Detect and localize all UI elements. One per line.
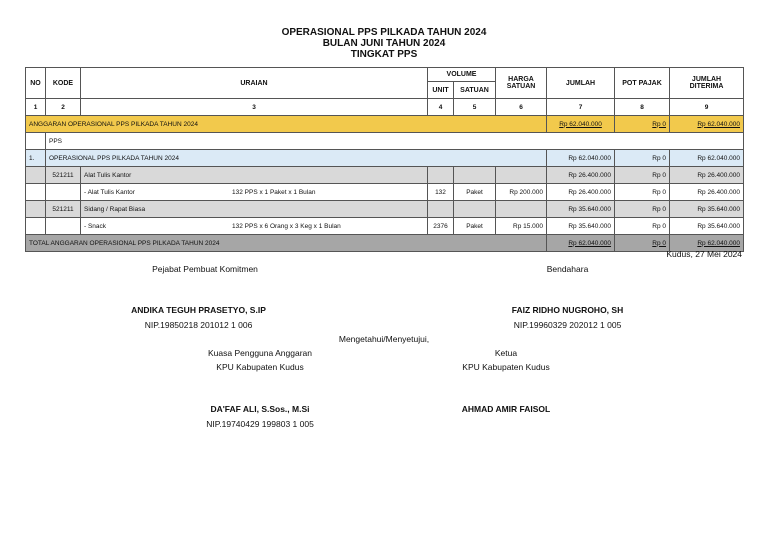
bendahara-title: Bendahara bbox=[546, 264, 589, 274]
atk-item-harga: Rp 200.000 bbox=[496, 184, 547, 201]
anggaran-label: ANGGARAN OPERASIONAL PPS PILKADA TAHUN 2024 bbox=[26, 116, 547, 133]
ppk-title: Pejabat Pembuat Komitmen bbox=[152, 264, 258, 274]
budget-table bbox=[25, 67, 744, 252]
sidang-pot: Rp 0 bbox=[615, 201, 670, 218]
doc-title-line2: BULAN JUNI TAHUN 2024 bbox=[322, 38, 446, 49]
header-row-1 bbox=[26, 68, 744, 82]
operasional-pot: Rp 0 bbox=[615, 150, 670, 167]
sidang-group-row bbox=[26, 201, 744, 218]
col-volume-header: VOLUME bbox=[428, 68, 496, 82]
atk-diterima: Rp 26.400.000 bbox=[670, 167, 744, 184]
doc-title-line3: TINGKAT PPS bbox=[350, 49, 418, 60]
col-no-header: NO bbox=[26, 68, 46, 99]
pps-row bbox=[26, 133, 744, 150]
atk-jumlah: Rp 26.400.000 bbox=[547, 167, 615, 184]
ketua-title-1: Ketua bbox=[494, 348, 518, 358]
atk-item-detail: 132 PPS x 1 Paket x 1 Bulan bbox=[232, 188, 316, 196]
ketua-title-2: KPU Kabupaten Kudus bbox=[462, 362, 550, 372]
col-uraian-header: URAIAN bbox=[81, 68, 428, 99]
atk-item-name: - Alat Tulis Kantor bbox=[84, 188, 135, 196]
total-jumlah: Rp 62.040.000 bbox=[547, 235, 615, 252]
col-number: 4 bbox=[428, 99, 454, 116]
snack-harga: Rp 15.000 bbox=[496, 218, 547, 235]
atk-unit-cell bbox=[428, 167, 454, 184]
snack-item-detail: 132 PPS x 6 Orang x 3 Keg x 1 Bulan bbox=[232, 222, 341, 230]
atk-item-kode-cell bbox=[46, 184, 81, 201]
diterima-label-1: JUMLAH bbox=[691, 76, 722, 83]
sidang-diterima: Rp 35.640.000 bbox=[670, 201, 744, 218]
mengetahui-label: Mengetahui/Menyetujui, bbox=[338, 334, 430, 344]
doc-title-line1: OPERASIONAL PPS PILKADA TAHUN 2024 bbox=[281, 27, 487, 38]
pps-label: PPS bbox=[46, 133, 744, 150]
total-pot: Rp 0 bbox=[615, 235, 670, 252]
atk-no-cell bbox=[26, 167, 46, 184]
ppk-nip: NIP.19850218 201012 1 006 bbox=[144, 320, 253, 330]
harga-label-2: SATUAN bbox=[506, 83, 536, 90]
ketua-name: AHMAD AMIR FAISOL bbox=[461, 404, 551, 414]
anggaran-jumlah: Rp 62.040.000 bbox=[547, 116, 615, 133]
snack-uraian bbox=[81, 218, 428, 235]
harga-label-1: HARGA bbox=[508, 76, 534, 83]
snack-item-name: - Snack bbox=[84, 222, 107, 230]
atk-satuan-cell bbox=[454, 167, 496, 184]
kpa-nip: NIP.19740429 199803 1 005 bbox=[206, 419, 314, 429]
atk-item-satuan: Paket bbox=[454, 184, 496, 201]
kpa-title-1: Kuasa Pengguna Anggaran bbox=[208, 348, 312, 358]
sidang-kode: 521211 bbox=[46, 201, 81, 218]
snack-kode-cell bbox=[46, 218, 81, 235]
atk-item-jumlah: Rp 26.400.000 bbox=[547, 184, 615, 201]
snack-jumlah: Rp 35.640.000 bbox=[547, 218, 615, 235]
pps-no-cell bbox=[26, 133, 46, 150]
atk-item-no-cell bbox=[26, 184, 46, 201]
atk-item-pot: Rp 0 bbox=[615, 184, 670, 201]
col-satuan-header: SATUAN bbox=[454, 82, 496, 99]
atk-group-row bbox=[26, 167, 744, 184]
col-kode-header: KODE bbox=[46, 68, 81, 99]
snack-pot: Rp 0 bbox=[615, 218, 670, 235]
col-number: 3 bbox=[81, 99, 428, 116]
column-number-row bbox=[26, 99, 744, 116]
col-unit-header: UNIT bbox=[428, 82, 454, 99]
atk-harga-cell bbox=[496, 167, 547, 184]
sidang-jumlah: Rp 35.640.000 bbox=[547, 201, 615, 218]
operasional-diterima: Rp 62.040.000 bbox=[670, 150, 744, 167]
sidang-unit-cell bbox=[428, 201, 454, 218]
bendahara-name: FAIZ RIDHO NUGROHO, SH bbox=[511, 305, 624, 315]
sidang-no-cell bbox=[26, 201, 46, 218]
atk-kode: 521211 bbox=[46, 167, 81, 184]
operasional-jumlah: Rp 62.040.000 bbox=[547, 150, 615, 167]
diterima-label-2: DITERIMA bbox=[689, 83, 724, 90]
snack-no-cell bbox=[26, 218, 46, 235]
col-harga-header bbox=[496, 68, 547, 99]
atk-item-row bbox=[26, 184, 744, 201]
col-jumlah-header: JUMLAH bbox=[547, 68, 615, 99]
col-diterima-header bbox=[670, 68, 744, 99]
operasional-row bbox=[26, 150, 744, 167]
atk-item-uraian bbox=[81, 184, 428, 201]
snack-diterima: Rp 35.640.000 bbox=[670, 218, 744, 235]
col-number: 8 bbox=[615, 99, 670, 116]
kpa-name: DA'FAF ALI, S.Sos., M.Si bbox=[210, 404, 310, 414]
atk-label: Alat Tulis Kantor bbox=[81, 167, 428, 184]
anggaran-diterima: Rp 62.040.000 bbox=[670, 116, 744, 133]
col-number: 1 bbox=[26, 99, 46, 116]
col-number: 6 bbox=[496, 99, 547, 116]
sidang-harga-cell bbox=[496, 201, 547, 218]
total-row bbox=[26, 235, 744, 252]
atk-item-unit: 132 bbox=[428, 184, 454, 201]
atk-pot: Rp 0 bbox=[615, 167, 670, 184]
kpa-title-2: KPU Kabupaten Kudus bbox=[216, 362, 304, 372]
snack-satuan: Paket bbox=[454, 218, 496, 235]
total-diterima: Rp 62.040.000 bbox=[670, 235, 744, 252]
total-label: TOTAL ANGGARAN OPERASIONAL PPS PILKADA TAHUN 2024 bbox=[26, 235, 547, 252]
operasional-no: 1. bbox=[26, 150, 46, 167]
col-pot-header: POT PAJAK bbox=[615, 68, 670, 99]
operasional-label: OPERASIONAL PPS PILKADA TAHUN 2024 bbox=[46, 150, 547, 167]
col-number: 2 bbox=[46, 99, 81, 116]
anggaran-pot: Rp 0 bbox=[615, 116, 670, 133]
snack-unit: 2376 bbox=[428, 218, 454, 235]
place-date: Kudus, 27 Mei 2024 bbox=[666, 249, 742, 259]
atk-item-diterima: Rp 26.400.000 bbox=[670, 184, 744, 201]
anggaran-row bbox=[26, 116, 744, 133]
bendahara-nip: NIP.19960329 202012 1 005 bbox=[513, 320, 622, 330]
sidang-satuan-cell bbox=[454, 201, 496, 218]
col-number: 7 bbox=[547, 99, 615, 116]
snack-item-row bbox=[26, 218, 744, 235]
ppk-name: ANDIKA TEGUH PRASETYO, S.IP bbox=[131, 305, 266, 315]
sidang-label: Sidang / Rapat Biasa bbox=[81, 201, 428, 218]
col-number: 9 bbox=[670, 99, 744, 116]
col-number: 5 bbox=[454, 99, 496, 116]
